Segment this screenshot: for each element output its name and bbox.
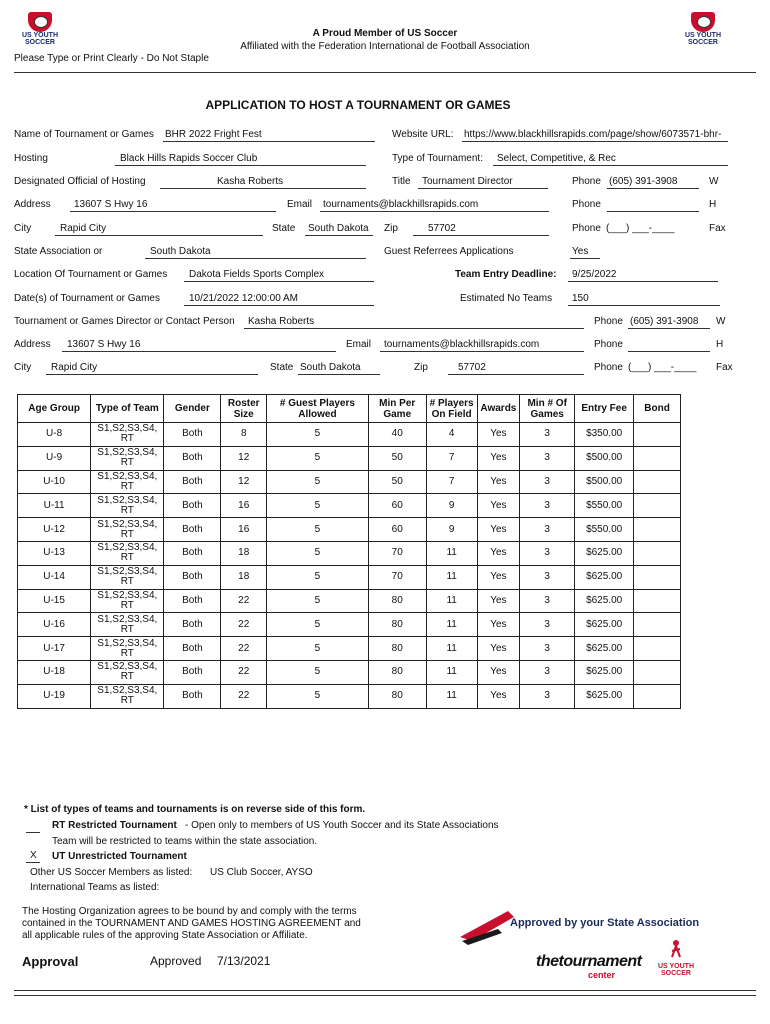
table-row bbox=[18, 541, 681, 565]
table-cell[interactable]: S1,S2,S3,S4, RT bbox=[91, 589, 164, 613]
logo-text: SOCCER bbox=[688, 39, 718, 46]
logo-text: US YOUTH bbox=[684, 32, 722, 39]
table-row bbox=[18, 565, 681, 589]
table-cell[interactable] bbox=[634, 518, 681, 542]
table-cell[interactable]: 60 bbox=[368, 518, 426, 542]
logo-text: US YOUTH bbox=[21, 32, 59, 39]
deadline-label: Team Entry Deadline: bbox=[455, 269, 557, 280]
ut-title: UT Unrestricted Tournament bbox=[52, 851, 187, 862]
table-cell[interactable]: 11 bbox=[426, 541, 477, 565]
table-cell[interactable]: U-9 bbox=[18, 446, 91, 470]
table-row bbox=[18, 423, 681, 447]
table-cell[interactable]: 3 bbox=[520, 660, 575, 684]
table-cell[interactable]: U-11 bbox=[18, 494, 91, 518]
table-cell[interactable]: $625.00 bbox=[575, 589, 634, 613]
table-cell[interactable]: 5 bbox=[267, 684, 369, 708]
tournament-center-logo: thetournament bbox=[536, 953, 642, 970]
director-label: Tournament or Games Director or Contact Person bbox=[14, 316, 235, 327]
deadline-field[interactable]: 9/25/2022 bbox=[572, 269, 617, 280]
table-cell[interactable]: 11 bbox=[426, 589, 477, 613]
table-cell[interactable]: 50 bbox=[368, 446, 426, 470]
table-cell[interactable]: 3 bbox=[520, 637, 575, 661]
dir-phone-fax-field[interactable]: (___) ___-____ bbox=[628, 362, 697, 373]
table-cell[interactable]: S1,S2,S3,S4, RT bbox=[91, 565, 164, 589]
table-cell[interactable] bbox=[634, 446, 681, 470]
table-cell[interactable]: $350.00 bbox=[575, 423, 634, 447]
table-cell[interactable]: $500.00 bbox=[575, 446, 634, 470]
table-cell[interactable]: 5 bbox=[267, 589, 369, 613]
table-cell[interactable]: S1,S2,S3,S4, RT bbox=[91, 518, 164, 542]
phone-label: Phone bbox=[572, 176, 601, 187]
dir-address-label: Address bbox=[14, 339, 51, 350]
location-field[interactable]: Dakota Fields Sports Complex bbox=[189, 269, 325, 280]
address-label: Address bbox=[14, 199, 51, 210]
website-label: Website URL: bbox=[392, 129, 454, 140]
table-cell[interactable]: Both bbox=[164, 660, 221, 684]
guest-ref-label: Guest Referrees Applications bbox=[384, 246, 514, 257]
location-label: Location Of Tournament or Games bbox=[14, 269, 168, 280]
state-association-badge bbox=[458, 905, 726, 987]
table-cell[interactable]: $625.00 bbox=[575, 684, 634, 708]
table-cell[interactable]: U-18 bbox=[18, 660, 91, 684]
col-header: Bond bbox=[634, 395, 681, 423]
table-cell[interactable]: Yes bbox=[477, 589, 520, 613]
address-field[interactable]: 13607 S Hwy 16 bbox=[74, 199, 148, 210]
est-teams-label: Estimated No Teams bbox=[460, 293, 553, 304]
table-cell[interactable]: S1,S2,S3,S4, RT bbox=[91, 541, 164, 565]
table-cell[interactable]: 22 bbox=[221, 637, 267, 661]
table-cell[interactable]: $625.00 bbox=[575, 541, 634, 565]
table-row bbox=[18, 589, 681, 613]
name-field[interactable]: BHR 2022 Fright Fest bbox=[165, 129, 262, 140]
table-cell[interactable]: Both bbox=[164, 518, 221, 542]
table-cell[interactable]: 80 bbox=[368, 637, 426, 661]
table-cell[interactable]: 3 bbox=[520, 446, 575, 470]
col-header: Min # Of Games bbox=[520, 395, 575, 423]
dir-address-field[interactable]: 13607 S Hwy 16 bbox=[67, 339, 141, 350]
col-header: Age Group bbox=[18, 395, 91, 423]
dir-phone-w-field[interactable]: (605) 391-3908 bbox=[630, 316, 699, 327]
dir-city-field[interactable]: Rapid City bbox=[51, 362, 98, 373]
phone-label: Phone bbox=[594, 316, 623, 327]
official-label: Designated Official of Hosting bbox=[14, 176, 146, 187]
table-cell[interactable]: Yes bbox=[477, 660, 520, 684]
other-members-value[interactable]: US Club Soccer, AYSO bbox=[210, 867, 313, 878]
table-cell[interactable]: $550.00 bbox=[575, 494, 634, 518]
table-cell[interactable]: $625.00 bbox=[575, 637, 634, 661]
table-cell[interactable]: U-17 bbox=[18, 637, 91, 661]
col-header: # Guest Players Allowed bbox=[267, 395, 369, 423]
table-cell[interactable]: Yes bbox=[477, 637, 520, 661]
fax-label: Fax bbox=[716, 362, 733, 373]
phone-label: Phone bbox=[594, 339, 623, 350]
col-header: Type of Team bbox=[91, 395, 164, 423]
table-cell[interactable]: 5 bbox=[267, 660, 369, 684]
table-cell[interactable]: 70 bbox=[368, 541, 426, 565]
agreement-text-2: contained in the TOURNAMENT AND GAMES HOSTING AGREEMENT and bbox=[22, 918, 361, 929]
table-cell[interactable]: 3 bbox=[520, 613, 575, 637]
table-cell[interactable]: Yes bbox=[477, 613, 520, 637]
table-row bbox=[18, 446, 681, 470]
table-cell[interactable]: 5 bbox=[267, 494, 369, 518]
table-cell[interactable]: Both bbox=[164, 613, 221, 637]
table-cell[interactable]: S1,S2,S3,S4, RT bbox=[91, 446, 164, 470]
table-cell[interactable]: S1,S2,S3,S4, RT bbox=[91, 494, 164, 518]
footer-divider-2 bbox=[14, 995, 756, 996]
table-cell[interactable]: 22 bbox=[221, 660, 267, 684]
table-cell[interactable]: Yes bbox=[477, 684, 520, 708]
table-row bbox=[18, 518, 681, 542]
table-cell[interactable]: 70 bbox=[368, 565, 426, 589]
table-cell[interactable]: 5 bbox=[267, 565, 369, 589]
city-label: City bbox=[14, 223, 32, 234]
phone-label: Phone bbox=[572, 223, 601, 234]
table-cell[interactable]: 5 bbox=[267, 613, 369, 637]
table-cell[interactable]: 11 bbox=[426, 613, 477, 637]
table-cell[interactable]: 16 bbox=[221, 494, 267, 518]
member-line: A Proud Member of US Soccer bbox=[312, 28, 458, 39]
table-row bbox=[18, 494, 681, 518]
table-cell[interactable]: 3 bbox=[520, 541, 575, 565]
director-field[interactable]: Kasha Roberts bbox=[248, 316, 315, 327]
table-cell[interactable] bbox=[634, 613, 681, 637]
w-label: W bbox=[709, 176, 719, 187]
intl-teams-label: International Teams as listed: bbox=[30, 882, 160, 893]
table-cell[interactable]: Yes bbox=[477, 518, 520, 542]
rt-title: RT Restricted Tournament bbox=[52, 820, 177, 831]
table-cell[interactable]: S1,S2,S3,S4, RT bbox=[91, 637, 164, 661]
table-cell[interactable]: 12 bbox=[221, 446, 267, 470]
table-cell[interactable] bbox=[634, 589, 681, 613]
table-cell[interactable]: 5 bbox=[267, 423, 369, 447]
table-cell[interactable]: U-12 bbox=[18, 518, 91, 542]
table-cell[interactable]: 80 bbox=[368, 684, 426, 708]
table-cell[interactable]: U-15 bbox=[18, 589, 91, 613]
table-cell[interactable] bbox=[634, 637, 681, 661]
swoosh-icon bbox=[458, 907, 518, 947]
tournament-center-sub: center bbox=[588, 970, 616, 980]
table-cell[interactable]: Yes bbox=[477, 423, 520, 447]
agreement-text-1: The Hosting Organization agrees to be bound by and comply with the terms bbox=[22, 906, 357, 917]
table-cell[interactable]: $625.00 bbox=[575, 565, 634, 589]
phone-label: Phone bbox=[594, 362, 623, 373]
ut-checkbox-mark[interactable]: X bbox=[30, 850, 37, 861]
phone-label: Phone bbox=[572, 199, 601, 210]
phone-w-field[interactable]: (605) 391-3908 bbox=[609, 176, 678, 187]
table-row bbox=[18, 684, 681, 708]
table-cell[interactable]: 8 bbox=[221, 423, 267, 447]
table-cell[interactable]: $550.00 bbox=[575, 518, 634, 542]
table-cell[interactable]: 9 bbox=[426, 494, 477, 518]
approval-label: Approval bbox=[22, 954, 79, 969]
hosting-label: Hosting bbox=[14, 153, 48, 164]
type-field[interactable]: Select, Competitive, & Rec bbox=[497, 153, 616, 164]
table-cell[interactable]: U-16 bbox=[18, 613, 91, 637]
dates-field[interactable]: 10/21/2022 12:00:00 AM bbox=[189, 293, 298, 304]
col-header: Awards bbox=[477, 395, 520, 423]
table-cell[interactable]: 3 bbox=[520, 565, 575, 589]
table-cell[interactable]: 4 bbox=[426, 423, 477, 447]
table-cell[interactable]: 18 bbox=[221, 541, 267, 565]
col-header: Min Per Game bbox=[368, 395, 426, 423]
name-label: Name of Tournament or Games bbox=[14, 129, 154, 140]
table-cell[interactable]: $625.00 bbox=[575, 660, 634, 684]
table-cell[interactable]: Both bbox=[164, 589, 221, 613]
table-cell[interactable]: Both bbox=[164, 446, 221, 470]
table-cell[interactable]: S1,S2,S3,S4, RT bbox=[91, 660, 164, 684]
col-header: Entry Fee bbox=[575, 395, 634, 423]
dir-city-label: City bbox=[14, 362, 32, 373]
table-cell[interactable]: 50 bbox=[368, 470, 426, 494]
table-cell[interactable] bbox=[634, 541, 681, 565]
h-label: H bbox=[716, 339, 724, 350]
table-row bbox=[18, 660, 681, 684]
w-label: W bbox=[716, 316, 726, 327]
approved-date: 7/13/2021 bbox=[217, 954, 271, 968]
table-cell[interactable]: S1,S2,S3,S4, RT bbox=[91, 684, 164, 708]
table-cell[interactable]: $500.00 bbox=[575, 470, 634, 494]
table-cell[interactable]: 60 bbox=[368, 494, 426, 518]
col-header: Gender bbox=[164, 395, 221, 423]
table-cell[interactable] bbox=[634, 470, 681, 494]
zip-field[interactable]: 57702 bbox=[428, 223, 456, 234]
table-cell[interactable]: 22 bbox=[221, 613, 267, 637]
rt-description-2: Team will be restricted to teams within the state association. bbox=[52, 836, 318, 847]
affiliated-line: Affiliated with the Federation International de Football Association bbox=[240, 41, 530, 52]
table-cell[interactable]: U-10 bbox=[18, 470, 91, 494]
guest-ref-field[interactable]: Yes bbox=[572, 246, 589, 257]
h-label: H bbox=[709, 199, 717, 210]
table-cell[interactable]: 11 bbox=[426, 565, 477, 589]
hosting-field[interactable]: Black Hills Rapids Soccer Club bbox=[120, 153, 258, 164]
table-cell[interactable]: 7 bbox=[426, 470, 477, 494]
table-cell[interactable]: 40 bbox=[368, 423, 426, 447]
rt-description: - Open only to members of US Youth Soccer and its State Associations bbox=[185, 820, 499, 831]
table-cell[interactable]: 5 bbox=[267, 470, 369, 494]
website-field[interactable]: https://www.blackhillsrapids.com/page/show/6073571-bhr- bbox=[464, 129, 722, 140]
phone-fax-field[interactable]: (___) ___-____ bbox=[606, 223, 675, 234]
table-cell[interactable]: Yes bbox=[477, 541, 520, 565]
table-header-row bbox=[18, 395, 681, 423]
table-cell[interactable]: Yes bbox=[477, 470, 520, 494]
state-label: State bbox=[272, 223, 296, 234]
footer-divider bbox=[14, 990, 756, 991]
table-cell[interactable]: 5 bbox=[267, 541, 369, 565]
table-cell[interactable]: 12 bbox=[221, 470, 267, 494]
col-header: Roster Size bbox=[221, 395, 267, 423]
table-cell[interactable]: 18 bbox=[221, 565, 267, 589]
table-cell[interactable]: 3 bbox=[520, 518, 575, 542]
dir-zip-label: Zip bbox=[414, 362, 428, 373]
table-cell[interactable] bbox=[634, 423, 681, 447]
table-cell[interactable]: Yes bbox=[477, 494, 520, 518]
table-cell[interactable]: Both bbox=[164, 494, 221, 518]
table-cell[interactable]: 80 bbox=[368, 613, 426, 637]
table-cell[interactable] bbox=[634, 660, 681, 684]
table-cell[interactable]: 5 bbox=[267, 637, 369, 661]
table-cell[interactable]: $625.00 bbox=[575, 613, 634, 637]
table-cell[interactable]: Yes bbox=[477, 565, 520, 589]
table-cell[interactable]: 5 bbox=[267, 518, 369, 542]
email-field[interactable]: tournaments@blackhillsrapids.com bbox=[323, 199, 479, 210]
dir-state-field[interactable]: South Dakota bbox=[300, 362, 361, 373]
est-teams-field[interactable]: 150 bbox=[572, 293, 589, 304]
title-label: Title bbox=[392, 176, 411, 187]
zip-label: Zip bbox=[384, 223, 398, 234]
state-field[interactable]: South Dakota bbox=[308, 223, 369, 234]
table-cell[interactable] bbox=[634, 565, 681, 589]
table-cell[interactable]: 3 bbox=[520, 494, 575, 518]
table-cell[interactable]: S1,S2,S3,S4, RT bbox=[91, 613, 164, 637]
official-field[interactable]: Kasha Roberts bbox=[217, 176, 284, 187]
title-field[interactable]: Tournament Director bbox=[422, 176, 513, 187]
us-youth-soccer-badge-logo: US YOUTH SOCCER bbox=[656, 939, 696, 983]
dates-label: Date(s) of Tournament or Games bbox=[14, 293, 160, 304]
state-assoc-field[interactable]: South Dakota bbox=[150, 246, 211, 257]
table-cell[interactable]: 3 bbox=[520, 684, 575, 708]
other-members-label: Other US Soccer Members as listed: bbox=[30, 867, 193, 878]
email-label: Email bbox=[287, 199, 313, 210]
header-divider bbox=[14, 72, 756, 73]
table-cell[interactable]: Both bbox=[164, 684, 221, 708]
age-group-table bbox=[17, 394, 681, 709]
table-row bbox=[18, 637, 681, 661]
table-cell[interactable]: Both bbox=[164, 637, 221, 661]
agreement-text-3: all applicable rules of the approving State Association or Affiliate. bbox=[22, 930, 308, 941]
table-cell[interactable]: 80 bbox=[368, 660, 426, 684]
table-cell[interactable]: 11 bbox=[426, 684, 477, 708]
player-icon bbox=[666, 939, 686, 963]
table-cell[interactable]: S1,S2,S3,S4, RT bbox=[91, 423, 164, 447]
table-cell[interactable]: U-13 bbox=[18, 541, 91, 565]
table-cell[interactable]: 9 bbox=[426, 518, 477, 542]
table-cell[interactable]: 3 bbox=[520, 470, 575, 494]
approved-text: Approved bbox=[150, 954, 202, 968]
table-row bbox=[18, 470, 681, 494]
dir-email-label: Email bbox=[346, 339, 372, 350]
table-cell[interactable]: U-19 bbox=[18, 684, 91, 708]
logo-text: SOCCER bbox=[25, 39, 55, 46]
dir-zip-field[interactable]: 57702 bbox=[458, 362, 486, 373]
table-cell[interactable]: 5 bbox=[267, 446, 369, 470]
table-cell[interactable]: S1,S2,S3,S4, RT bbox=[91, 470, 164, 494]
dir-state-label: State bbox=[270, 362, 294, 373]
table-cell[interactable]: Both bbox=[164, 423, 221, 447]
badge-text: Approved by your State Association bbox=[510, 917, 700, 929]
table-cell[interactable]: 22 bbox=[221, 684, 267, 708]
table-cell[interactable]: U-8 bbox=[18, 423, 91, 447]
print-note: Please Type or Print Clearly - Do Not Staple bbox=[14, 53, 209, 64]
table-cell[interactable]: Both bbox=[164, 565, 221, 589]
table-cell[interactable]: U-14 bbox=[18, 565, 91, 589]
city-field[interactable]: Rapid City bbox=[60, 223, 107, 234]
table-cell[interactable]: 22 bbox=[221, 589, 267, 613]
table-cell[interactable] bbox=[634, 684, 681, 708]
table-cell[interactable]: 3 bbox=[520, 423, 575, 447]
table-cell[interactable]: 80 bbox=[368, 589, 426, 613]
table-cell[interactable]: 7 bbox=[426, 446, 477, 470]
table-cell[interactable]: Both bbox=[164, 470, 221, 494]
table-cell[interactable]: 3 bbox=[520, 589, 575, 613]
table-row bbox=[18, 613, 681, 637]
list-note: * List of types of teams and tournaments is on reverse side of this form. bbox=[24, 804, 366, 815]
col-header: # Players On Field bbox=[426, 395, 477, 423]
table-cell[interactable]: 16 bbox=[221, 518, 267, 542]
state-assoc-label: State Association or bbox=[14, 246, 103, 257]
table-cell[interactable]: Yes bbox=[477, 446, 520, 470]
dir-email-field[interactable]: tournaments@blackhillsrapids.com bbox=[384, 339, 540, 350]
fax-label: Fax bbox=[709, 223, 726, 234]
table-cell[interactable]: 11 bbox=[426, 637, 477, 661]
type-label: Type of Tournament: bbox=[392, 153, 483, 164]
page-title: APPLICATION TO HOST A TOURNAMENT OR GAMES bbox=[205, 98, 511, 112]
table-cell[interactable]: Both bbox=[164, 541, 221, 565]
table-cell[interactable]: 11 bbox=[426, 660, 477, 684]
table-cell[interactable] bbox=[634, 494, 681, 518]
